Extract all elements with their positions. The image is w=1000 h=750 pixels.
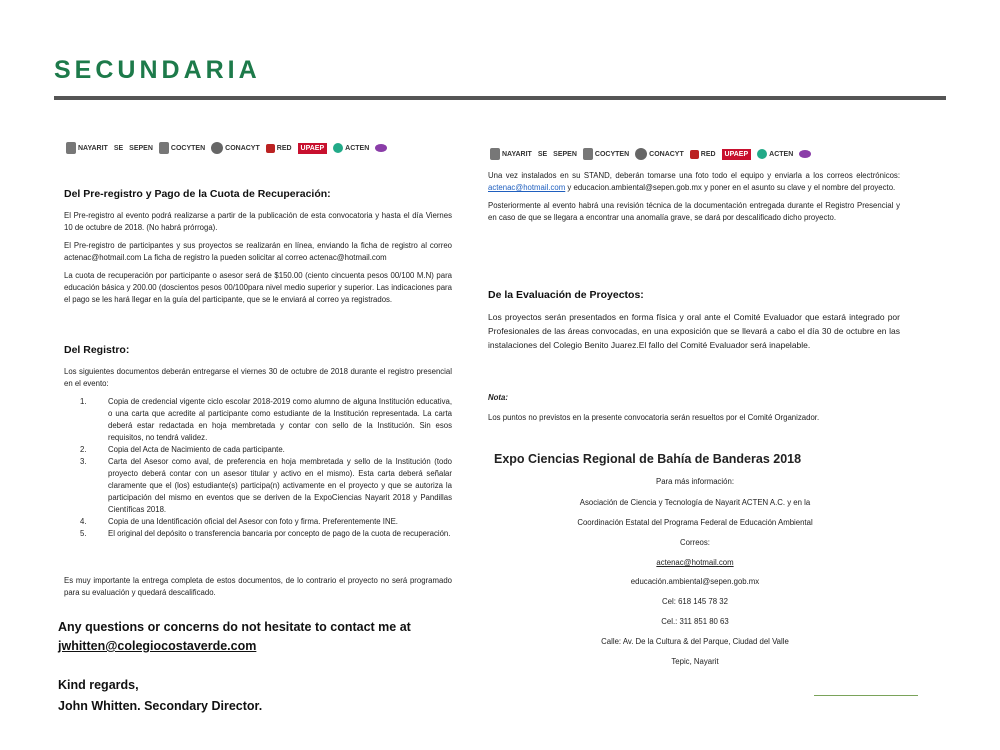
signature-regards: Kind regards,: [58, 678, 139, 692]
page-title: SECUNDARIA: [54, 56, 261, 84]
conacyt-logo: CONACYT: [635, 148, 684, 160]
director-email-link[interactable]: jwhitten@colegiocostaverde.com: [58, 639, 257, 653]
documents-list: [64, 396, 452, 540]
nota-paragraph: Los puntos no previstos en la presente convocatoria serán resueltos por el Comité Organizador.: [488, 413, 820, 422]
list-item: 4. Copia de una Identificación oficial del Asesor con foto y firma. Preferentemente INE.: [80, 517, 398, 526]
decorative-line: [814, 695, 918, 696]
acten-logo: ACTEN: [757, 149, 793, 159]
cocyten-logo: COCYTEN: [159, 142, 205, 154]
acten-logo: ACTEN: [333, 143, 369, 153]
registro-section: [64, 344, 452, 540]
sponsor-logos-left: [66, 136, 387, 160]
contact-line: Cel.: 311 851 80 63: [661, 617, 729, 626]
contact-line: Para más información:: [656, 477, 734, 486]
cocyten-logo: COCYTEN: [583, 148, 629, 160]
stand-section: [488, 170, 900, 230]
sepen-logo: SEPEN: [553, 150, 577, 158]
list-item: 3. Carta del Asesor como aval, de preferencia en hoja membretada y sello de la Institución (todo proyecto deberá contar con un asesor titular y activo en el mismo). Esta carta deberá señalar claramente que el (los) estudiante(s) participa(n) activamente en el proyecto y que se autoriza la participación del mismo en eventos que se deriven de la ExpoCiencias Nayarit 2018 y Pandillas Científicas 2018.: [80, 457, 452, 514]
signature-name: John Whitten. Secondary Director.: [58, 699, 263, 713]
contact-line: Asociación de Ciencia y Tecnología de Nayarit ACTEN A.C. y en la: [579, 498, 811, 507]
preregistro-paragraph: El Pre-registro de participantes y sus proyectos se realizarán en línea, enviando la ficha de registro al correo actenac@hotmail.com La ficha de registro la pueden solicitar al correo actenac@hotmail.com: [64, 241, 452, 262]
nayarit-logo: NAYARIT: [490, 148, 532, 160]
upaep-logo: UPAEP: [722, 149, 752, 160]
nota-section: [488, 392, 900, 430]
preregistro-paragraph: El Pre-registro al evento podrá realizarse a partir de la publicación de esta convocatoria y hasta el día Viernes 10 de octubre de 2018. (No habrá prórroga).: [64, 211, 452, 232]
nota-heading: Nota:: [488, 393, 508, 402]
registro-note: Es muy importante la entrega completa de estos documentos, de lo contrario el proyecto no será programado para su evaluación y quedará descalificado.: [64, 576, 452, 597]
list-item: 1. Copia de credencial vigente ciclo escolar 2018-2019 como alumno de alguna Institución educativa, o una carta que acredite al participante como estudiante de la Institución representada. La carta deberá estar redactada en hoja membretada y contar con sello de la Institución. Sin esos requisitos, no tendrá validez.: [80, 397, 452, 442]
list-item: 5. El original del depósito o transferencia bancaria por concepto de pago de la cuota de recuperación.: [80, 529, 451, 538]
cuota-paragraph: La cuota de recuperación por participante o asesor será de $150.00 (ciento cincuenta pesos 00/100 M.N) para educación básica y 200.00 (doscientos pesos 00/100para nivel medio superior y superior. Las indicaciones para el pago se les hará llegar en la guía del participante, que se le enviará al correo ya registrados.: [64, 271, 452, 304]
evaluacion-section: [488, 288, 900, 358]
nayarit-logo: NAYARIT: [66, 142, 108, 154]
preregistro-heading: Del Pre-registro y Pago de la Cuota de Recuperación:: [64, 188, 331, 200]
evaluacion-heading: De la Evaluación de Proyectos:: [488, 289, 644, 301]
conacyt-logo: CONACYT: [211, 142, 260, 154]
expo-title: Expo Ciencias Regional de Bahía de Banderas 2018: [494, 452, 802, 466]
stand-paragraph: Una vez instalados en su STAND, deberán tomarse una foto todo el equipo y enviarla a los correos electrónicos: actenac@hotmail.com y educacion.ambiental@sepen.gob.mx y poner en el asunto su clave y el nombre del proyecto.: [488, 171, 900, 192]
sponsor-logos-right: [490, 142, 811, 166]
evaluacion-paragraph: Los proyectos serán presentados en forma física y oral ante el Comité Evaluador que estará integrado por Profesionales de las áreas convocadas, en una exposición que se llevará a cabo el día 30 de octubre en las instalaciones del Colegio Benito Juarez.El fallo del Comité Evaluador será inapelable.: [488, 312, 900, 350]
registro-intro: Los siguientes documentos deberán entregarse el viernes 30 de octubre de 2018 durante el registro presencial en el evento:: [64, 367, 452, 388]
header-divider: [54, 96, 946, 100]
contact-line: Cel: 618 145 78 32: [662, 597, 728, 606]
contact-email-link[interactable]: actenac@hotmail.com: [656, 558, 734, 567]
red-logo: RED: [266, 144, 292, 153]
preregistro-section: [64, 188, 452, 312]
pandillas-logo: [799, 150, 811, 158]
contact-line: educación.ambiental@sepen.gob.mx: [630, 577, 760, 586]
email-link[interactable]: actenac@hotmail.com: [488, 183, 566, 192]
signature-line: Any questions or concerns do not hesitate to contact me at: [58, 620, 411, 634]
sepen-logo: SEPEN: [129, 144, 153, 152]
contact-line: Coordinación Estatal del Programa Federal de Educación Ambiental: [577, 518, 813, 527]
revision-paragraph: Posteriormente al evento habrá una revisión técnica de la documentación entregada durante el Registro Presencial y en caso de que se llegara a encontrar una anomalía grave, se dará por descalificado dicho proyecto.: [488, 201, 900, 222]
contact-line: Tepic, Nayarit: [671, 657, 719, 666]
contact-line: Calle: Av. De la Cultura & del Parque, Ciudad del Valle: [601, 637, 789, 646]
se-logo: SE: [113, 144, 124, 152]
list-item: 2. Copia del Acta de Nacimiento de cada participante.: [80, 445, 285, 454]
se-logo: SE: [537, 150, 548, 158]
red-logo: RED: [690, 150, 716, 159]
contact-line: Correos:: [680, 538, 710, 547]
registro-heading: Del Registro:: [64, 344, 130, 356]
upaep-logo: UPAEP: [298, 143, 328, 154]
pandillas-logo: [375, 144, 387, 152]
